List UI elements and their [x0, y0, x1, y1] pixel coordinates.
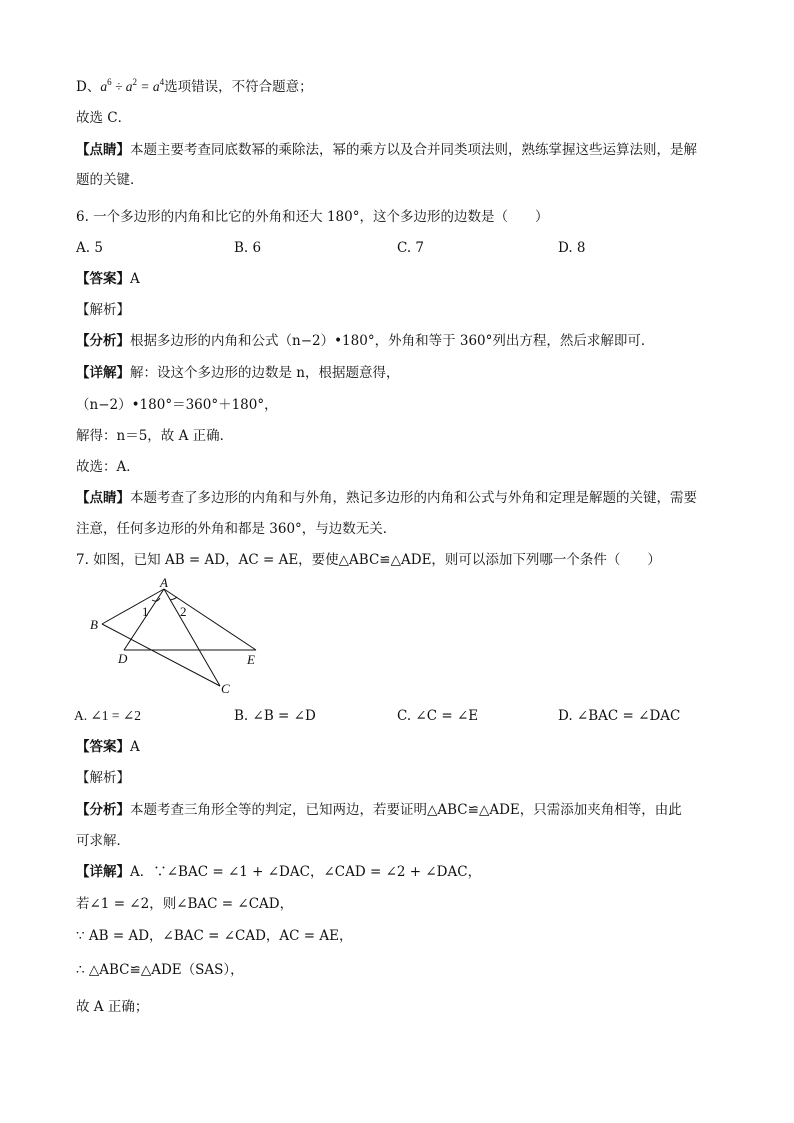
q6-answer: 【答案】A [76, 271, 140, 287]
q7-detail-1: 【详解】A．∵∠BAC = ∠1 + ∠DAC，∠CAD = ∠2 + ∠DAC， [76, 864, 482, 880]
q6-option-c: C. 7 [397, 240, 425, 256]
q6-choose: 故选：A． [76, 459, 140, 475]
q7-option-c: C. ∠C = ∠E [397, 708, 479, 724]
prev-comment-1: 【点睛】本题主要考查同底数幂的乘除法，幂的乘方以及合并同类项法则，熟练掌握这些运算法则，是解 [76, 142, 697, 158]
label-angle-1: 1 [142, 604, 149, 619]
q7-analysis-heading: 【解析】 [76, 770, 130, 786]
q6-stem: 6. 一个多边形的内角和比它的外角和还大 180°，这个多边形的边数是（ ） [76, 209, 549, 225]
q6-solve: 解得：n＝5，故 A 正确． [76, 428, 234, 444]
triangle-figure [80, 578, 280, 698]
label-b: B [90, 617, 98, 632]
q7-detail-3: ∵ AB = AD，∠BAC = ∠CAD，AC = AE， [76, 928, 353, 944]
prev-comment-2: 题的关键． [76, 172, 144, 188]
label-c: C [221, 681, 230, 696]
angle-arc-2 [170, 597, 177, 600]
label-a: A [160, 578, 168, 590]
q7-stem: 7. 如图，已知 AB = AD，AC = AE，要使△ABC≌△ADE，则可以添加下列哪一个条件（ ） [76, 552, 661, 568]
label-d: D [118, 651, 128, 666]
label-e: E [247, 652, 255, 667]
q6-option-d: D. 8 [558, 240, 586, 256]
q6-option-b: B. 6 [234, 240, 262, 256]
q7-fenxi-1: 【分析】本题考查三角形全等的判定，已知两边，若要证明△ABC≌△ADE，只需添加夹角相等，由此 [76, 802, 682, 818]
q6-option-a: A. 5 [76, 240, 103, 256]
q7-option-a: A. ∠1 = ∠2 [74, 708, 141, 723]
q6-detail: 【详解】解：设这个多边形的边数是 n，根据题意得， [76, 365, 400, 381]
q7-answer: 【答案】A [76, 739, 140, 755]
q7-option-b: B. ∠B = ∠D [234, 708, 316, 724]
q7-option-d: D. ∠BAC = ∠DAC [558, 708, 681, 724]
q7-detail-4: ∴ △ABC≌△ADE（SAS）， [76, 962, 244, 978]
q7-detail-5: 故 A 正确； [76, 999, 149, 1015]
prev-option-d: D、$a^6 \div a^2 = a^4$选项错误，不符合题意； [76, 77, 313, 95]
segment-ad [124, 589, 164, 650]
segment-ae [164, 589, 256, 650]
prev-choose: 故选 C． [76, 110, 132, 126]
q6-analysis-heading: 【解析】 [76, 302, 130, 318]
angle-arc-1 [152, 598, 160, 601]
q7-fenxi-2: 可求解． [76, 833, 130, 849]
q6-comment-2: 注意，任何多边形的外角和都是 360°，与边数无关． [76, 521, 397, 537]
q7-detail-2: 若∠1 = ∠2，则∠BAC = ∠CAD， [76, 896, 294, 912]
label-angle-2: 2 [180, 604, 187, 619]
segment-ab [102, 589, 164, 624]
q6-fenxi: 【分析】根据多边形的内角和公式（n−2）•180°，外角和等于 360°列出方程，然后求解即可． [76, 333, 655, 349]
q6-equation: （n−2）•180°＝360°＋180°， [76, 397, 278, 413]
q6-comment-1: 【点睛】本题考查了多边形的内角和与外角，熟记多边形的内角和公式与外角和定理是解题的关键，需要 [76, 490, 697, 506]
